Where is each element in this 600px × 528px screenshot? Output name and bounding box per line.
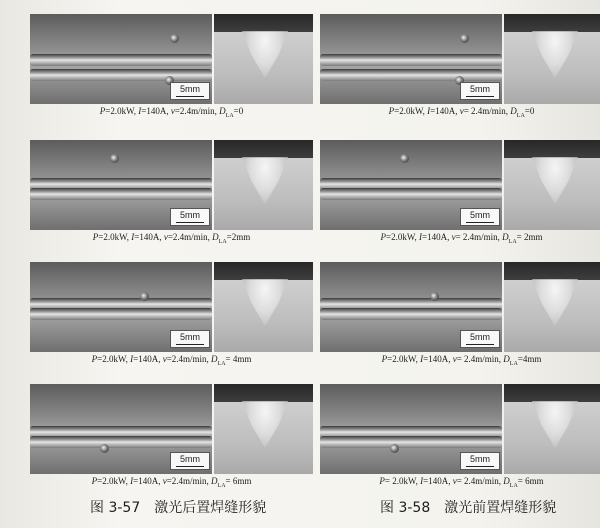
param-subscript: LA [217, 360, 226, 367]
scale-bar [460, 82, 500, 100]
param-symbol: v [459, 106, 464, 116]
param-value: =2.0kW, [98, 232, 132, 242]
param-symbol: I [130, 354, 134, 364]
weld-bead [320, 69, 502, 81]
spatter-spot [170, 34, 179, 43]
param-value: = 2.0kW, [384, 476, 421, 486]
param-symbol: P [379, 476, 385, 486]
panel-caption [320, 476, 600, 489]
scale-label: 5mm [180, 454, 200, 464]
param-subscript: LA [509, 360, 518, 367]
weld-bead [320, 308, 502, 320]
param-symbol: D [211, 354, 218, 364]
param-value: =140A, [141, 106, 171, 116]
weld-cross-section-photo [504, 384, 600, 474]
param-value: =2.4m/min, [166, 354, 212, 364]
scale-line [176, 96, 204, 97]
param-value: =2.0kW, [97, 476, 131, 486]
param-subscript: LA [217, 482, 226, 489]
param-subscript: LA [509, 482, 518, 489]
param-symbol: v [163, 232, 168, 242]
param-symbol: P [99, 106, 106, 116]
param-value: = 2.4m/min, [456, 476, 504, 486]
param-symbol: D [510, 106, 517, 116]
param-value: =140A, [134, 232, 164, 242]
panel-caption [320, 354, 600, 367]
param-symbol: I [138, 106, 142, 116]
param-value: =140A, [422, 232, 452, 242]
weld-image-row [320, 140, 600, 230]
param-symbol: P [91, 354, 98, 364]
scale-line [466, 96, 494, 97]
weld-image-row [30, 384, 313, 474]
figure-number: 图 3-58 [380, 500, 431, 516]
weld-image-row [320, 384, 600, 474]
param-value: =140A, [423, 476, 453, 486]
param-symbol: v [170, 106, 175, 116]
weld-cross-section-photo [504, 14, 600, 104]
scale-label: 5mm [470, 84, 490, 94]
weld-image-row [320, 262, 600, 352]
param-value: = 2.4m/min, [463, 106, 511, 116]
weld-bead [30, 188, 212, 200]
param-symbol: D [502, 232, 509, 242]
param-symbol: I [427, 106, 431, 116]
param-symbol: D [212, 232, 219, 242]
figure-caption-3-58 [380, 497, 556, 517]
param-value: = 6mm [517, 476, 544, 486]
weld-bead [30, 436, 212, 448]
weld-surface-photo [30, 14, 212, 104]
weld-cross-section-photo [214, 14, 313, 104]
weld-surface-photo [30, 140, 212, 230]
param-symbol: P [380, 232, 386, 242]
scale-line [466, 222, 494, 223]
param-value: = 2.4m/min, [456, 354, 504, 364]
weld-bead [320, 188, 502, 200]
figure-title: 激光前置焊缝形貌 [444, 500, 557, 516]
spatter-spot [100, 444, 109, 453]
param-symbol: v [162, 476, 167, 486]
weld-bead [320, 436, 502, 448]
spatter-spot [390, 444, 399, 453]
weld-image-row [30, 262, 313, 352]
param-value: = 2.4m/min, [455, 232, 503, 242]
param-symbol: v [162, 354, 167, 364]
param-value: =2.0kW, [97, 354, 131, 364]
scale-line [466, 344, 494, 345]
panel-caption [320, 106, 600, 119]
panel-caption [30, 354, 313, 367]
param-symbol: v [451, 232, 456, 242]
param-symbol: P [92, 232, 99, 242]
figure-number: 图 3-57 [90, 500, 141, 516]
weld-surface-photo [30, 384, 212, 474]
scale-bar [460, 208, 500, 226]
spatter-spot [400, 154, 409, 163]
param-subscript: LA [225, 112, 234, 119]
scale-label: 5mm [180, 84, 200, 94]
spatter-spot [140, 292, 149, 301]
weld-surface-photo [320, 14, 502, 104]
param-value: =2.0kW, [394, 106, 428, 116]
panel-caption [320, 232, 600, 245]
param-value: =4mm [517, 354, 542, 364]
weld-cross-section-photo [504, 262, 600, 352]
param-value: =140A, [430, 106, 460, 116]
param-value: =2.4m/min, [166, 476, 212, 486]
weld-bead [30, 308, 212, 320]
scale-line [176, 344, 204, 345]
weld-bead [320, 54, 502, 66]
scale-line [176, 222, 204, 223]
param-symbol: D [503, 354, 510, 364]
param-value: = 6mm [225, 476, 252, 486]
scale-bar [460, 452, 500, 470]
weld-cross-section-photo [214, 262, 313, 352]
param-value: =2.0kW, [105, 106, 139, 116]
param-value: =0 [233, 106, 244, 116]
panel-caption [30, 476, 313, 489]
param-value: =140A, [423, 354, 453, 364]
param-value: = 4mm [225, 354, 252, 364]
param-value: =2.4m/min, [167, 232, 213, 242]
scale-label: 5mm [180, 210, 200, 220]
panel-caption [30, 106, 313, 119]
scale-bar [460, 330, 500, 348]
param-symbol: v [452, 476, 457, 486]
param-symbol: I [420, 354, 424, 364]
spatter-spot [460, 34, 469, 43]
scale-label: 5mm [470, 210, 490, 220]
param-symbol: P [91, 476, 98, 486]
param-symbol: I [131, 232, 135, 242]
scale-label: 5mm [470, 332, 490, 342]
param-symbol: D [211, 476, 218, 486]
param-value: =140A, [133, 354, 163, 364]
param-value: =140A, [133, 476, 163, 486]
weld-bead [30, 54, 212, 66]
param-value: =2.0kW, [386, 232, 419, 242]
spatter-spot [110, 154, 119, 163]
param-subscript: LA [508, 238, 517, 245]
param-symbol: I [419, 232, 422, 242]
weld-image-row [320, 14, 600, 104]
panel-caption [30, 232, 313, 245]
param-subscript: LA [218, 238, 227, 245]
param-symbol: D [503, 476, 510, 486]
weld-cross-section-photo [214, 384, 313, 474]
scale-bar [170, 452, 210, 470]
param-symbol: P [381, 354, 388, 364]
weld-cross-section-photo [504, 140, 600, 230]
scale-bar [170, 82, 210, 100]
param-symbol: I [130, 476, 134, 486]
scale-bar [170, 208, 210, 226]
scale-label: 5mm [470, 454, 490, 464]
figure-title: 激光后置焊缝形貌 [154, 500, 267, 516]
weld-surface-photo [30, 262, 212, 352]
weld-image-row [30, 14, 313, 104]
param-symbol: I [420, 476, 424, 486]
scale-line [176, 466, 204, 467]
weld-image-row [30, 140, 313, 230]
scale-line [466, 466, 494, 467]
param-value: =2mm [226, 232, 251, 242]
figure-caption-3-57 [90, 497, 266, 517]
weld-surface-photo [320, 384, 502, 474]
weld-surface-photo [320, 140, 502, 230]
param-symbol: D [219, 106, 226, 116]
spatter-spot [430, 292, 439, 301]
param-value: =0 [524, 106, 535, 116]
scale-label: 5mm [180, 332, 200, 342]
param-value: = 2mm [516, 232, 543, 242]
weld-bead [30, 69, 212, 81]
param-subscript: LA [516, 112, 525, 119]
weld-cross-section-photo [214, 140, 313, 230]
param-symbol: P [388, 106, 395, 116]
param-symbol: v [452, 354, 457, 364]
weld-surface-photo [320, 262, 502, 352]
param-value: =2.4m/min, [174, 106, 220, 116]
param-value: =2.0kW, [387, 354, 421, 364]
scale-bar [170, 330, 210, 348]
